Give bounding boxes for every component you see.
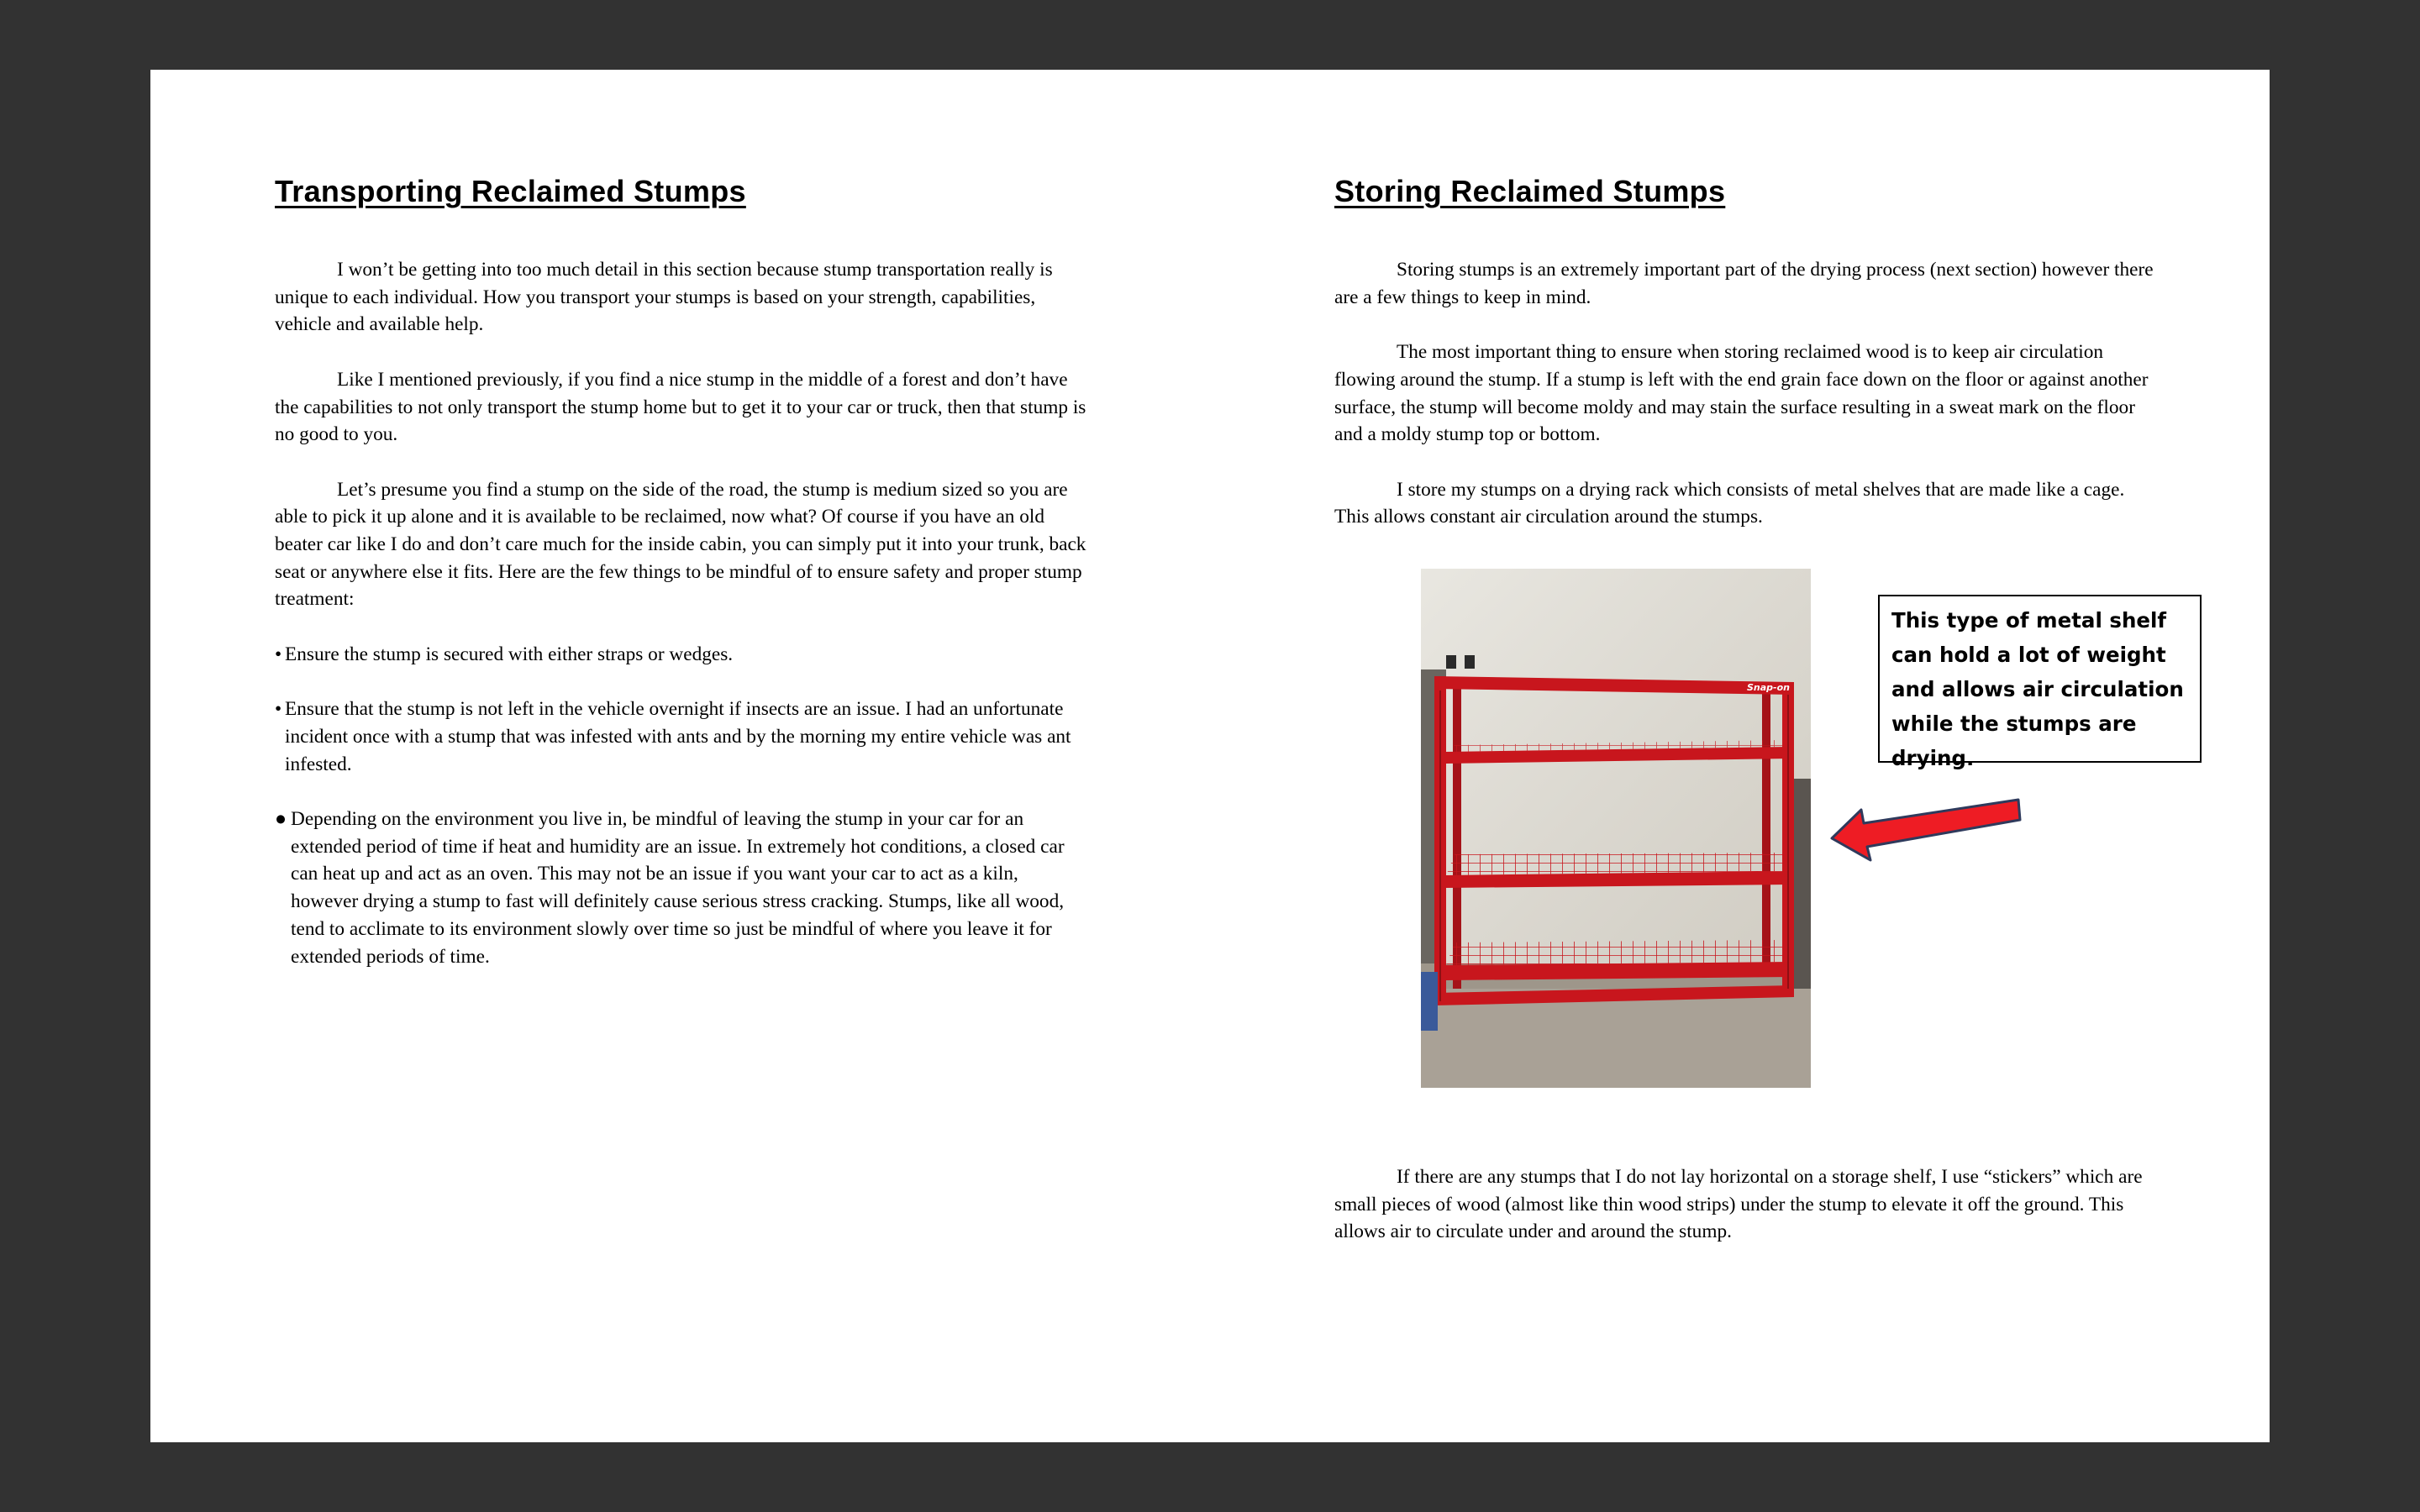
red-arrow-icon xyxy=(1823,781,2033,865)
bullet-mark: • xyxy=(275,698,282,721)
bullet-mark: ● xyxy=(275,807,287,830)
paragraph: If there are any stumps that I do not lay horizontal on a storage shelf, I use “stickers” which are small pieces of wood (almost like thin wood strips) under the stump to elevate it off the ground. This allows air to circulate under and around the stump. xyxy=(1334,1166,2143,1243)
paragraph: Let’s presume you find a stump on the side of the road, the stump is medium sized so you are able to pick it up alone and it is available to be reclaimed, now what? Of course if you have an old beater car like I do and don’t care much for the inside cabin, you can simply put it into your trunk, back seat or anywhere else it fits. Here are the few things to be mindful of to ensure safety and proper stump treatment: xyxy=(275,478,1086,611)
paragraph: I store my stumps on a drying rack which consists of metal shelves that are made like a cage. This allows constant air circulation around the stumps. xyxy=(1334,478,2125,528)
bullet-item xyxy=(275,696,1090,778)
shelf-callout-box: This type of metal shelf can hold a lot of weight and allows air circulation while the stumps are drying. xyxy=(1878,595,2202,763)
bullet-mark: • xyxy=(275,643,282,665)
paragraph: I won’t be getting into too much detail in this section because stump transportation really is unique to each individual. How you transport your stumps is based on your strength, capabilities, vehicle and available help. xyxy=(275,259,1053,336)
bullet-text: Depending on the environment you live in, be mindful of leaving the stump in your car for an extended period of time if heat and humidity are an issue. In extremely hot conditions, a closed car can heat up and act as an oven. This may not be an issue if you want your car to act as a kiln, however drying a stump to fast will definitely cause serious stress cracking. Stumps, like all wood, tend to acclimate to its environment slowly over time so just be mindful of where you leave it for extended periods of time. xyxy=(291,807,1065,968)
bullet-text: Ensure the stump is secured with either straps or wedges. xyxy=(285,643,734,665)
shelf-photo xyxy=(1421,569,1811,1088)
bullet-text: Ensure that the stump is not left in the vehicle overnight if insects are an issue. I had an unfortunate incident once with a stump that was infested with ants and by the morning my entire vehicle was ant infested. xyxy=(285,698,1071,775)
shelf-brand-label: Snap-on xyxy=(1747,682,1791,693)
bullet-item xyxy=(275,641,1090,669)
right-page-body xyxy=(1334,256,2154,559)
paragraph: Like I mentioned previously, if you find a nice stump in the middle of a forest and don’t have the capabilities to not only transport the stump home but to get it to your car or truck, then that stump is no good to you. xyxy=(275,368,1086,446)
right-page-heading: Storing Reclaimed Stumps xyxy=(1334,174,1726,208)
paragraph: Storing stumps is an extremely important part of the drying process (next section) however there are a few things to keep in mind. xyxy=(1334,259,2154,308)
left-page xyxy=(150,70,1210,1442)
left-page-heading: Transporting Reclaimed Stumps xyxy=(275,174,746,208)
left-page-body xyxy=(275,256,1090,998)
bullet-item xyxy=(275,806,1090,970)
page-spread xyxy=(150,70,2270,1442)
shelf-photo-image xyxy=(1421,569,1811,1088)
paragraph: The most important thing to ensure when storing reclaimed wood is to keep air circulation flowing around the stump. If a stump is left with the end grain face down on the floor or against another surface, the stump will become moldy and may stain the surface resulting in a sweat mark on the floor and a moldy stump top or bottom. xyxy=(1334,341,2149,446)
right-page-closing xyxy=(1334,1163,2154,1246)
